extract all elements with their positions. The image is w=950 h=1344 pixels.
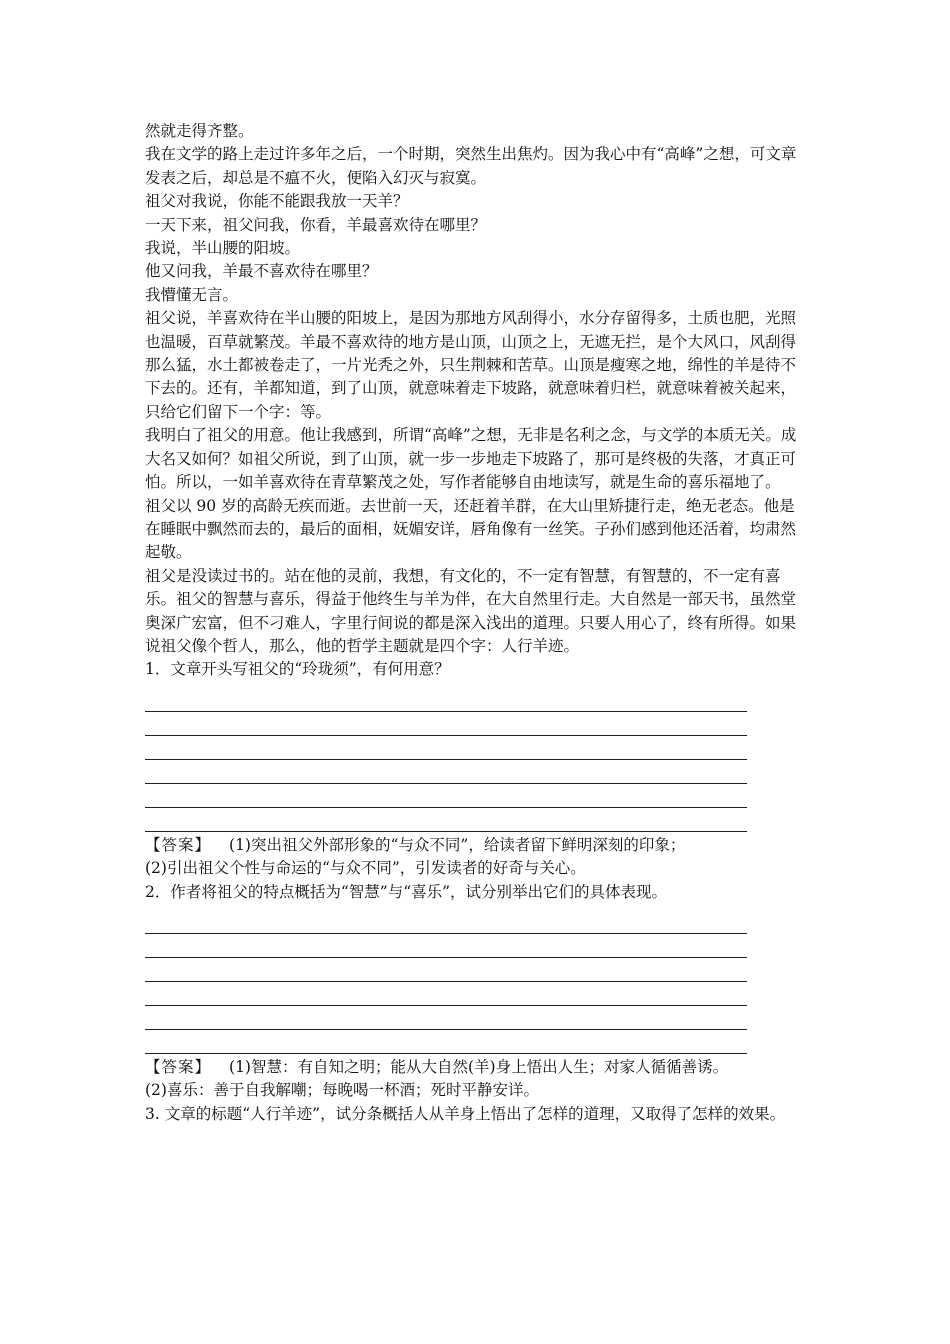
answer-line — [145, 934, 747, 958]
paragraph: 他又问我，羊最不喜欢待在哪里？ — [145, 262, 378, 281]
question-3: 3. 文章的标题“人行羊迹”，试分条概括人从羊身上悟出了怎样的道理，又取得了怎样的效果。 — [145, 1104, 786, 1123]
answer-line — [145, 958, 747, 982]
answer-text: (1)智慧：有自知之明；能从大自然(羊)身上悟出人生；对家人循循善诱。 — [229, 1057, 729, 1076]
paragraph: 然就走得齐整。 — [145, 122, 254, 140]
answer-2-line-1 — [145, 1056, 805, 1079]
paragraph: 祖父对我说，你能不能跟我放一天羊？ — [145, 192, 409, 211]
answer-line — [145, 688, 747, 712]
article-body — [145, 120, 805, 658]
answer-lines-2 — [145, 910, 805, 1054]
paragraph: 祖父以 90 岁的高龄无疾而逝。去世前一天，还赶着羊群，在大山里矫捷行走，绝无老态。他是在睡眠中飘然而去的，最后的面相，妩媚安详，唇角像有一丝笑。子孙们感到他还活着，均肃然起敬。 — [145, 496, 797, 562]
question-1: 1．文章开头写祖父的“玲珑须”，有何用意？ — [145, 660, 450, 679]
paragraph: 祖父说，羊喜欢待在半山腰的阳坡上，是因为那地方风刮得小，水分存留得多，土质也肥，光照也温暖，百草就繁茂。羊最不喜欢待的地方是山顶，山顶之上，无遮无拦，是个大风口，风刮得那么猛，水土都被卷走了，一片光秃之外，只生荆棘和苦草。山顶是瘦寒之地，绵性的羊是待不下去的。还有，羊都知道，到了山顶，就意味着走下坡路，就意味着归栏，就意味着被关起来，只给它们留下一个字：等。 — [145, 309, 797, 421]
answer-line — [145, 808, 747, 832]
answer-1-line-2: (2)引出祖父个性与命运的“与众不同”，引发读者的好奇与关心。 — [145, 859, 586, 878]
answer-tag: 【答案】 — [145, 1057, 212, 1076]
document-page — [145, 120, 805, 1126]
answer-tag: 【答案】 — [145, 835, 212, 854]
answer-1-line-1 — [145, 834, 805, 857]
paragraph: 我懵懂无言。 — [145, 285, 239, 304]
answer-line — [145, 736, 747, 760]
answer-line — [145, 784, 747, 808]
answer-lines-1 — [145, 688, 805, 832]
paragraph: 一天下来，祖父问我，你看，羊最喜欢待在哪里？ — [145, 215, 487, 234]
question-2: 2．作者将祖父的特点概括为“智慧”与“喜乐”，试分别举出它们的具体表现。 — [145, 882, 668, 901]
paragraph: 我说，半山腰的阳坡。 — [145, 239, 301, 258]
paragraph: 我在文学的路上走过许多年之后，一个时期，突然生出焦灼。因为我心中有“高峰”之想，可文章发表之后，却总是不瘟不火，便陷入幻灭与寂寞。 — [145, 145, 797, 187]
answer-text: (1)突出祖父外部形象的“与众不同”，给读者留下鲜明深刻的印象； — [229, 835, 686, 854]
paragraph: 祖父是没读过书的。站在他的灵前，我想，有文化的，不一定有智慧，有智慧的，不一定有喜乐。祖父的智慧与喜乐，得益于他终生与羊为伴，在大自然里行走。大自然是一部天书，虽然堂奥深广宏富，但不刁难人，字里行间说的都是深入浅出的道理。只要人用心了，终有所得。如果说祖父像个哲人，那么，他的哲学主题就是四个字：人行羊迹。 — [145, 566, 797, 655]
paragraph: 我明白了祖父的用意。他让我感到，所谓“高峰”之想，无非是名利之念，与文学的本质无关。成大名又如何？如祖父所说，到了山顶，就一步一步地走下坡路了，那可是终极的失落，才真正可怕。所以，一如羊喜欢待在青草繁茂之处，写作者能够自由地读写，就是生命的喜乐福地了。 — [145, 426, 797, 492]
answer-line — [145, 1030, 747, 1054]
answer-2-line-2: (2)喜乐：善于自我解嘲；每晚喝一杯酒；死时平静安详。 — [145, 1081, 539, 1100]
answer-line — [145, 712, 747, 736]
answer-line — [145, 910, 747, 934]
answer-line — [145, 982, 747, 1006]
answer-line — [145, 1006, 747, 1030]
answer-line — [145, 760, 747, 784]
